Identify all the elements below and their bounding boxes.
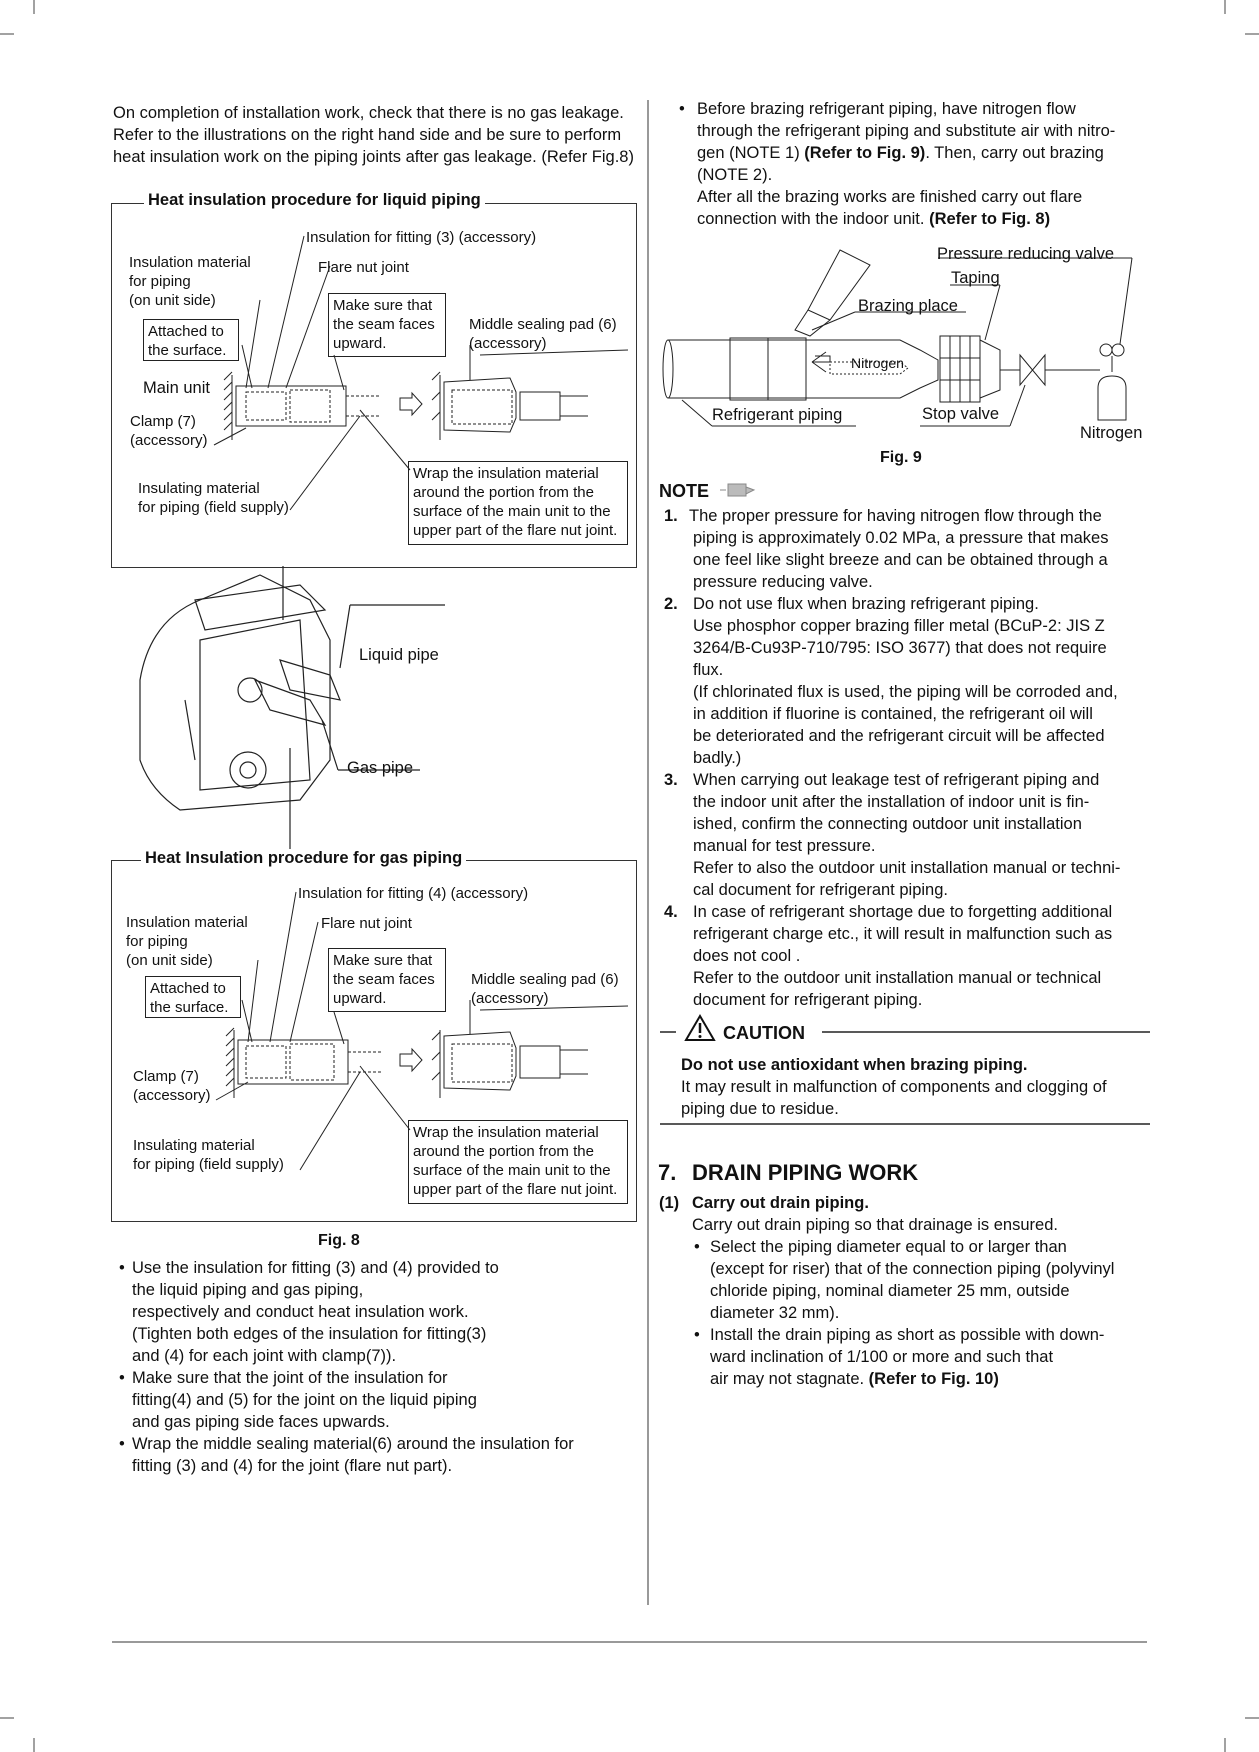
liquid-wrap-box: Wrap the insulation material around the portion from the surface of the main unit to the upper part of the flare nut joint. bbox=[408, 461, 628, 545]
gas-insulation-material-label: (on unit side) bbox=[126, 952, 213, 969]
liquid-flare-nut-label: Flare nut joint bbox=[318, 259, 409, 276]
note-icon bbox=[720, 481, 760, 501]
liquid-insulating-label: Insulating material bbox=[138, 480, 260, 497]
brazing-paragraph: Before brazing refrigerant piping, have nitrogen flow through the refrigerant piping and substitute air with nitro- gen (NOTE 1) (Refer to Fig. 9). Then, carry out brazing (NOTE 2). After all the brazing works are finished carry out flare connection with the indoor unit. (Refer to Fig. 8) bbox=[697, 100, 1116, 228]
liquid-clamp-label: (accessory) bbox=[130, 432, 208, 449]
list-item: Do not use flux when brazing refrigerant piping. Use phosphor copper brazing filler metal (BCuP-2: JIS Z 3264/B-Cu93P-710/795: ISO 3677) that does not require flux. (If chlorinated flux is used, the piping will be corroded and, in addition if fluorine is contained, the refrigerant oil will be deteriorated and the refrigerant circuit will be affected badly.) bbox=[693, 595, 1118, 767]
main-unit-label: Main unit bbox=[143, 379, 210, 397]
list-item: When carrying out leakage test of refrigerant piping and the indoor unit after the installation of indoor unit is fin- ished, confirm the connecting outdoor unit installation manual for test pressure. Refer to also the outdoor unit installation manual or techni- cal document for refrigerant piping. bbox=[693, 771, 1121, 899]
section-text: Carry out drain piping so that drainage is ensured. bbox=[692, 1216, 1058, 1234]
nitrogen-cylinder-label: Nitrogen bbox=[1080, 424, 1143, 442]
gas-wrap-box: Wrap the insulation material around the portion from the surface of the main unit to the upper part of the flare nut joint. bbox=[408, 1120, 628, 1204]
nitrogen-arrow-label: Nitrogen bbox=[851, 355, 904, 371]
caution-title: CAUTION bbox=[723, 1023, 805, 1043]
bullet-mark: • bbox=[679, 100, 685, 118]
list-item: Wrap the middle sealing material(6) around the insulation for fitting (3) and (4) for the joint (flare nut part). bbox=[132, 1435, 574, 1475]
pressure-valve-label: Pressure reducing valve bbox=[937, 245, 1115, 263]
gas-insulation-material-label: Insulation material bbox=[126, 914, 248, 931]
note-number: 2. bbox=[664, 595, 678, 613]
gas-middle-pad-label: (accessory) bbox=[471, 990, 549, 1007]
gas-insulating-label: Insulating material bbox=[133, 1137, 255, 1154]
list-item: In case of refrigerant shortage due to forgetting additional refrigerant charge etc., it will result in malfunction such as does not cool . Refer to the outdoor unit installation manual or technical document for refrigerant piping. bbox=[693, 903, 1113, 1009]
liquid-insulation-fitting-label: Insulation for fitting (3) (accessory) bbox=[306, 229, 537, 246]
caution-text: piping due to residue. bbox=[681, 1100, 839, 1118]
list-item: The proper pressure for having nitrogen flow through the piping is approximately 0.02 MPa, a pressure that makes one feel like slight breeze and can be obtained through a pressure reducing valve. bbox=[689, 507, 1109, 591]
subsection-number: (1) bbox=[659, 1194, 680, 1212]
warning-icon bbox=[684, 1014, 716, 1042]
liquid-insulating-label: for piping (field supply) bbox=[138, 499, 289, 516]
gas-attached-box: Attached to the surface. bbox=[145, 976, 241, 1018]
liquid-pipe-label: Liquid pipe bbox=[359, 646, 439, 664]
caution-bold-text: Do not use antioxidant when brazing piping. bbox=[681, 1056, 1028, 1074]
fig8-caption: Fig. 8 bbox=[318, 1232, 360, 1249]
bullet-mark: • bbox=[694, 1238, 700, 1256]
taping-label: Taping bbox=[951, 269, 1000, 287]
note-number: 4. bbox=[664, 903, 678, 921]
gas-seam-box: Make sure that the seam faces upward. bbox=[328, 948, 446, 1012]
bullet-mark: • bbox=[119, 1435, 125, 1453]
note-number: 1. bbox=[664, 507, 678, 525]
gas-flare-nut-label: Flare nut joint bbox=[321, 915, 412, 932]
list-item: Select the piping diameter equal to or larger than (except for riser) that of the connection piping (polyvinyl chloride piping, nominal diameter 25 mm, outside diameter 32 mm). bbox=[710, 1238, 1115, 1322]
gas-insulating-label: for piping (field supply) bbox=[133, 1156, 284, 1173]
gas-insulation-fitting-label: Insulation for fitting (4) (accessory) bbox=[298, 885, 529, 902]
section-title: DRAIN PIPING WORK bbox=[692, 1160, 919, 1185]
list-item: Use the insulation for fitting (3) and (4) provided to the liquid piping and gas piping, respectively and conduct heat insulation work. (Tighten both edges of the insulation for fitting(3) and (4) for each joint with clamp(7)). bbox=[132, 1259, 499, 1365]
list-item: Make sure that the joint of the insulation for fitting(4) and (5) for the joint on the liquid piping and gas piping side faces upwards. bbox=[132, 1369, 477, 1431]
liquid-insulation-material-label: (on unit side) bbox=[129, 292, 216, 309]
liquid-insulation-material-label: Insulation material bbox=[129, 254, 251, 271]
gas-clamp-label: (accessory) bbox=[133, 1087, 211, 1104]
bullet-mark: • bbox=[119, 1369, 125, 1387]
list-item: Install the drain piping as short as possible with down- ward inclination of 1/100 or more and such that air may not stagnate. (Refer to Fig. 10) bbox=[710, 1326, 1105, 1388]
liquid-attached-box: Attached to the surface. bbox=[143, 319, 239, 361]
caution-text: It may result in malfunction of components and clogging of bbox=[681, 1078, 1107, 1096]
fig9-caption: Fig. 9 bbox=[880, 449, 922, 466]
bullet-mark: • bbox=[694, 1326, 700, 1344]
section-number: 7. bbox=[658, 1160, 677, 1185]
note-title: NOTE bbox=[659, 481, 710, 501]
liquid-insulation-title: Heat insulation procedure for liquid piping bbox=[144, 191, 485, 210]
gas-pipe-label: Gas pipe bbox=[347, 759, 414, 777]
liquid-clamp-label: Clamp (7) bbox=[130, 413, 196, 430]
liquid-middle-pad-label: (accessory) bbox=[469, 335, 547, 352]
gas-clamp-label: Clamp (7) bbox=[133, 1068, 199, 1085]
note-number: 3. bbox=[664, 771, 678, 789]
stop-valve-label: Stop valve bbox=[922, 405, 1000, 423]
gas-insulation-title: Heat Insulation procedure for gas piping bbox=[141, 849, 466, 868]
liquid-insulation-material-label: for piping bbox=[129, 273, 191, 290]
bullet-mark: • bbox=[119, 1259, 125, 1277]
intro-paragraph: On completion of installation work, check that there is no gas leakage. Refer to the illustrations on the right hand side and be sure to perform heat insulation work on the piping joints after gas leakage. (Refer Fig.8) bbox=[113, 104, 634, 166]
brazing-place-label: Brazing place bbox=[858, 297, 958, 315]
gas-middle-pad-label: Middle sealing pad (6) bbox=[471, 971, 619, 988]
liquid-middle-pad-label: Middle sealing pad (6) bbox=[469, 316, 617, 333]
gas-insulation-material-label: for piping bbox=[126, 933, 188, 950]
subsection-title: Carry out drain piping. bbox=[692, 1194, 869, 1212]
refrigerant-piping-label: Refrigerant piping bbox=[712, 406, 843, 424]
liquid-seam-box: Make sure that the seam faces upward. bbox=[328, 293, 446, 357]
